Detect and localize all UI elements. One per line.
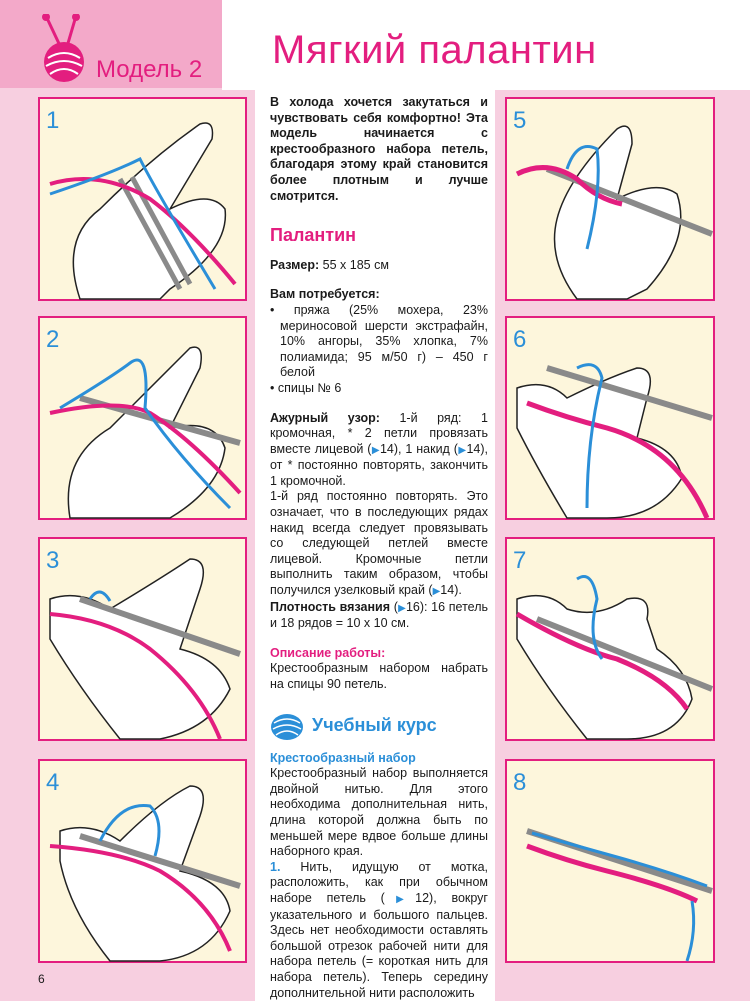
density-line [270, 600, 488, 632]
course-text: Крестообразный набор выполняется двойной нитью. Для этого необходима дополнительная нить, длина которой должна быть по меньшей мере вдвое больше длины наборного края. [270, 766, 488, 859]
knitting-illustration [40, 318, 249, 522]
materials-item: • спицы № 6 [270, 380, 342, 395]
model-label: Модель 2 [96, 56, 203, 83]
size-paragraph [270, 258, 488, 274]
pattern-text: 1-й ряд: 1 кромочная, * 2 петли провязать вместе лицевой ( [270, 410, 488, 456]
step-number: 8 [513, 769, 527, 796]
step-number: 6 [513, 326, 527, 353]
pattern-text [270, 489, 488, 599]
reference-arrow-icon: ▶ [457, 444, 467, 456]
knitting-illustration [507, 99, 717, 303]
density-text: ( [390, 599, 398, 614]
page-ref: 12 [415, 890, 430, 905]
reference-arrow-icon: ▶ [397, 602, 406, 614]
page-ref: 16 [405, 599, 420, 614]
materials-paragraph [270, 287, 488, 396]
article-text [270, 95, 488, 1001]
course-text: ), вокруг указательного и большого пальцев. Здесь нет необходимости оставлять большой отрезок рабочей нити для набора петель (= короткая нить для набора петель). Теперь середину дополнительной нити расположить [270, 890, 488, 1000]
density-label: Плотность вязания [270, 599, 391, 614]
yarn-ball-icon [36, 14, 92, 84]
course-text: Нить, идущую от мотка, расположить, как при обычном наборе петель ( [270, 859, 488, 905]
step-panel-1 [38, 97, 247, 301]
step-panel-5 [505, 97, 715, 301]
materials-item: • пряжа (25% мохера, 23% мериносовой шерсти экстрафайн, 10% ангоры, 35% хлопка, 7% полиамида; 95 м/50 г) – 450 г белой [270, 302, 488, 380]
course-title: Учебный курс [312, 714, 437, 735]
pattern-text: 1-й ряд постоянно повторять. Это означает, что в последующих рядах накид всегда следует провязывать со следующей петлей вместе лицевой. Кромочные петли выполнить таким образом, чтобы получился узелковый край ( [270, 489, 488, 598]
step-panel-2 [38, 316, 247, 520]
work-label: Описание работы: [270, 645, 386, 660]
page-number: 6 [38, 972, 45, 986]
work-paragraph [270, 646, 488, 693]
knitting-illustration [40, 539, 249, 743]
step-panel-4 [38, 759, 247, 963]
section-heading: Палантин [270, 225, 357, 246]
step-panel-7 [505, 537, 715, 741]
pattern-text: ), от * постоянно повторять, закончить 1 кромочной. [270, 441, 488, 488]
density-text: ): 16 петель и 18 рядов = 10 х 10 см. [270, 599, 488, 631]
step-panel-3 [38, 537, 247, 741]
knitting-illustration [40, 99, 249, 303]
course-subtitle: Крестообразный набор [270, 750, 416, 765]
step-number: 1 [46, 107, 60, 134]
step-number: 4 [46, 769, 60, 796]
knitting-illustration [40, 761, 249, 965]
reference-arrow-icon: ▶ [384, 893, 416, 905]
size-value: 55 х 185 см [319, 257, 389, 272]
step-panel-8 [505, 759, 715, 963]
size-label: Размер: [270, 257, 320, 272]
pattern-paragraph [270, 411, 488, 632]
course-step [270, 860, 488, 1001]
reference-arrow-icon: ▶ [432, 586, 441, 598]
page-ref: 14 [379, 441, 394, 456]
intro-paragraph: В холода хочется закутаться и чувствовать себя комфортно! Эта модель начинается с крестообразного набора петель, благодаря этому край становится более плотным и лучше смотрится. [270, 95, 488, 203]
page-ref: 14 [466, 441, 481, 456]
pattern-label: Ажурный узор: [270, 410, 380, 425]
step-number: 1. [270, 859, 281, 874]
materials-label: Вам потребуется: [270, 287, 380, 302]
reference-arrow-icon: ▶ [371, 444, 380, 456]
knitting-illustration [507, 539, 717, 743]
page-title: Мягкий палантин [272, 28, 597, 72]
work-text: Крестообразным набором набрать на спицы 90 петель. [270, 661, 488, 691]
step-panel-6 [505, 316, 715, 520]
page-ref: 14 [440, 583, 455, 598]
pattern-text: ), 1 накид ( [393, 441, 458, 456]
pattern-text: ). [454, 583, 462, 598]
knitting-illustration [507, 318, 717, 522]
knitting-illustration [507, 761, 717, 965]
step-number: 3 [46, 547, 60, 574]
yarn-ball-icon [270, 711, 304, 741]
step-number: 5 [513, 107, 527, 134]
step-number: 2 [46, 326, 60, 353]
course-header [270, 711, 488, 741]
step-number: 7 [513, 547, 527, 574]
